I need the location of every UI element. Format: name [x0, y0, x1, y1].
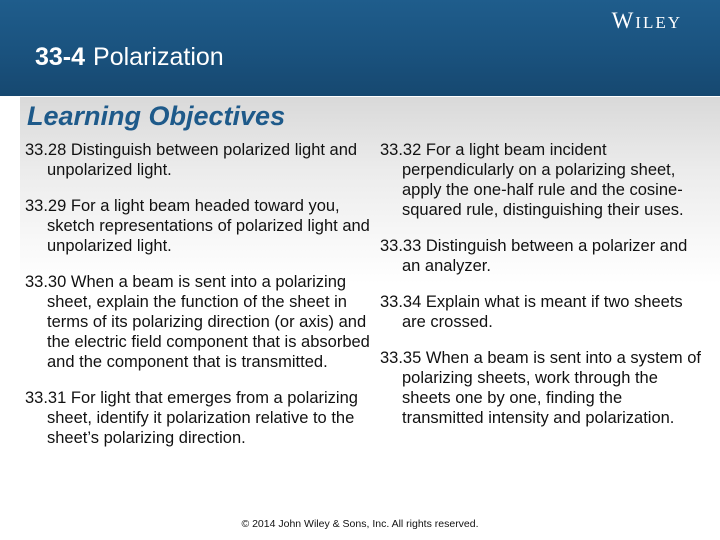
objective-item: 33.33 Distinguish between a polarizer and an analyzer. — [380, 237, 688, 275]
copyright-notice: © 2014 John Wiley & Sons, Inc. All rights reserved. — [241, 518, 479, 530]
section-title — [35, 43, 224, 72]
header-band — [0, 0, 720, 96]
objective-item: 33.29 For a light beam headed toward you, sketch representations of polarized light and unpolarized light. — [25, 197, 370, 255]
objective-item: 33.28 Distinguish between polarized light and unpolarized light. — [25, 141, 358, 179]
section-name: Polarization — [93, 43, 224, 71]
objective-item: 33.32 For a light beam incident perpendicularly on a polarizing sheet, apply the one-half rule and the cosine-squared rule, distinguishing their uses. — [380, 141, 684, 219]
wiley-logo: WILEY — [611, 8, 682, 33]
objective-item: 33.30 When a beam is sent into a polarizing sheet, explain the function of the sheet in terms of its polarizing direction (or axis) and the electric field component that is absorbed and the component that is transmitted. — [25, 273, 370, 371]
objective-item: 33.34 Explain what is meant if two sheets are crossed. — [380, 293, 683, 331]
section-number: 33-4 — [35, 43, 86, 71]
learning-objectives-heading: Learning Objectives — [27, 101, 286, 131]
objective-item: 33.35 When a beam is sent into a system of polarizing sheets, work through the sheets one by one, finding the transmitted intensity and polarization. — [380, 349, 702, 427]
objectives-right-column — [380, 140, 702, 444]
objective-item: 33.31 For light that emerges from a polarizing sheet, identify it polarization relative to the sheet’s polarizing direction. — [25, 389, 358, 447]
objectives-left-column — [25, 140, 373, 464]
